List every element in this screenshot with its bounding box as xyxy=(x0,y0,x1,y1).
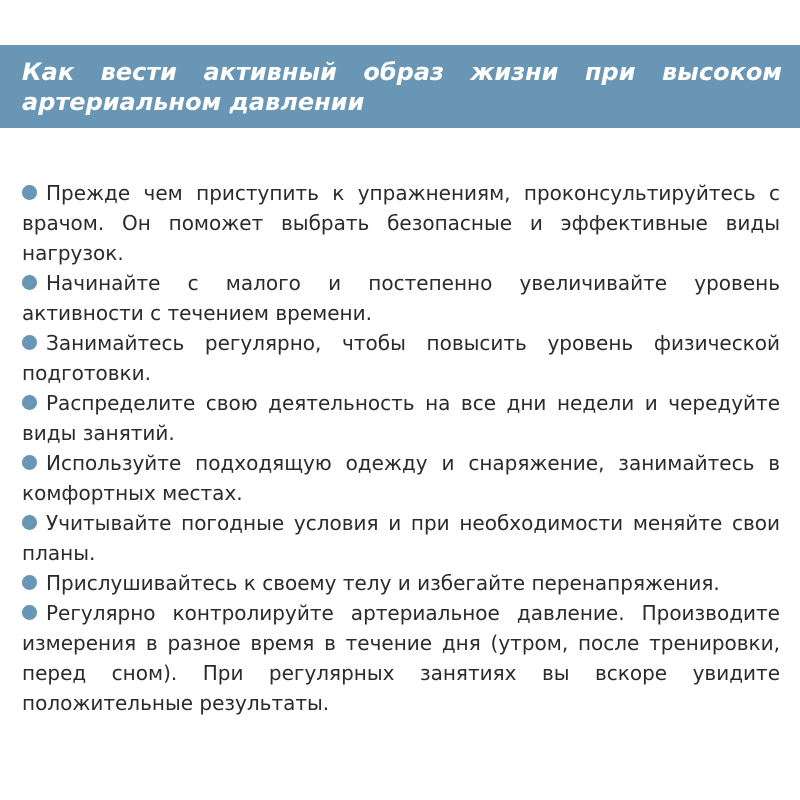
list-item xyxy=(22,448,780,508)
circle-bullet-icon xyxy=(22,395,37,410)
circle-bullet-icon xyxy=(22,185,37,200)
list-item xyxy=(22,328,780,388)
list-item xyxy=(22,598,780,718)
circle-bullet-icon xyxy=(22,455,37,470)
tip-text: Начинайте с малого и постепенно увеличивайте уровень активности с течением времени. xyxy=(22,271,780,325)
tips-list xyxy=(22,178,780,718)
list-item xyxy=(22,268,780,328)
circle-bullet-icon xyxy=(22,335,37,350)
tip-text: Регулярно контролируйте артериальное давление. Производите измерения в разное время в течение дня (утром, после тренировки, перед сном). При регулярных занятиях вы вскоре увидите положительные результаты. xyxy=(22,601,780,715)
circle-bullet-icon xyxy=(22,605,37,620)
list-item xyxy=(22,388,780,448)
list-item xyxy=(22,568,780,598)
circle-bullet-icon xyxy=(22,275,37,290)
list-item xyxy=(22,178,780,268)
circle-bullet-icon xyxy=(22,515,37,530)
tip-text: Прислушивайтесь к своему телу и избегайте перенапряжения. xyxy=(46,571,720,595)
page-title: Как вести активный образ жизни при высоком артериальном давлении xyxy=(22,58,782,116)
tip-text: Распределите свою деятельность на все дни недели и чередуйте виды занятий. xyxy=(22,391,780,445)
tip-text: Прежде чем приступить к упражнениям, проконсультируйтесь с врачом. Он поможет выбрать безопасные и эффективные виды нагрузок. xyxy=(22,181,780,265)
tip-text: Учитывайте погодные условия и при необходимости меняйте свои планы. xyxy=(22,511,780,565)
circle-bullet-icon xyxy=(22,575,37,590)
list-item xyxy=(22,508,780,568)
tip-text: Используйте подходящую одежду и снаряжение, занимайтесь в комфортных местах. xyxy=(22,451,780,505)
tip-text: Занимайтесь регулярно, чтобы повысить уровень физической подготовки. xyxy=(22,331,780,385)
header-band xyxy=(0,45,800,128)
